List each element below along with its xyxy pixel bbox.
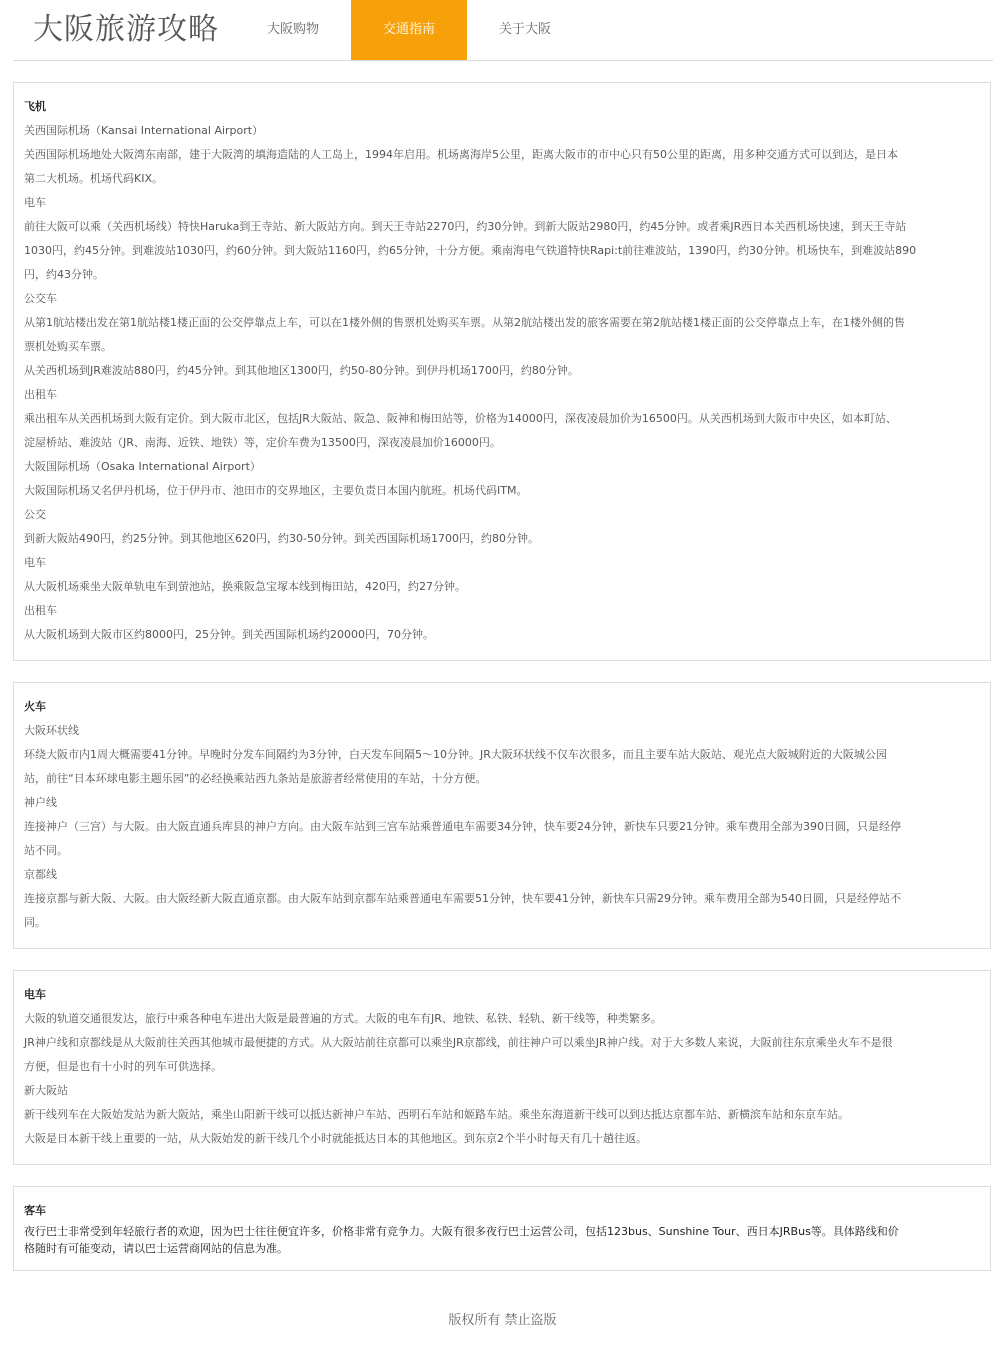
text-line: 円，约43分钟。 bbox=[24, 268, 104, 281]
section-title: 电车 bbox=[24, 988, 46, 1001]
section-body bbox=[24, 719, 980, 935]
text-line: 方便，但是也有十小时的列车可供选择。 bbox=[24, 1060, 222, 1073]
site-title[interactable]: 大阪旅游攻略 bbox=[33, 12, 219, 47]
section-title: 飞机 bbox=[24, 100, 46, 113]
section-body bbox=[24, 119, 980, 647]
text-line: 站不同。 bbox=[24, 844, 68, 857]
text-line: 神户线 bbox=[24, 796, 57, 809]
text-line: 乘出租车从关西机场到大阪有定价。到大阪市北区，包括JR大阪站、阪急、阪神和梅田站等，价格为14000円，深夜凌晨加价为16500円。从关西机场到大阪市中央区，如本町站、 bbox=[24, 412, 897, 425]
nav-item-transport[interactable]: 交通指南 bbox=[351, 0, 467, 60]
text-line: 新大阪站 bbox=[24, 1084, 68, 1097]
main-nav bbox=[235, 0, 583, 60]
section-train bbox=[13, 682, 991, 949]
text-line: 新干线列车在大阪始发站为新大阪站，乘坐山阳新干线可以抵达新神户车站、西明石车站和姬路车站。乘坐东海道新干线可以到达抵达京都车站、新横滨车站和东京车站。 bbox=[24, 1108, 849, 1121]
text-line: 淀屋桥站、难波站（JR、南海、近铁、地铁）等，定价车费为13500円，深夜凌晨加价16000円。 bbox=[24, 436, 501, 449]
section-plane bbox=[13, 82, 991, 661]
section-bus bbox=[13, 1186, 991, 1271]
text-line: 电车 bbox=[24, 556, 46, 569]
section-title: 火车 bbox=[24, 700, 46, 713]
nav-item-shopping[interactable]: 大阪购物 bbox=[266, 22, 319, 37]
text-line: JR神户线和京都线是从大阪前往关西其他城市最便捷的方式。从大阪站前往京都可以乘坐JR京都线，前往神户可以乘坐JR神户线。对于大多数人来说，大阪前往东京乘坐火车不是很 bbox=[24, 1036, 893, 1049]
text-line: 大阪环状线 bbox=[24, 724, 79, 737]
text-line: 站，前往“日本环球电影主题乐园”的必经换乘站西九条站是旅游者经常使用的车站，十分方便。 bbox=[24, 772, 487, 785]
text-line: 从关西机场到JR难波站880円，约45分钟。到其他地区1300円，约50-80分钟。到伊丹机场1700円，约80分钟。 bbox=[24, 364, 579, 377]
text-line: 公交车 bbox=[24, 292, 57, 305]
text-line: 1030円，约45分钟。到难波站1030円，约60分钟。到大阪站1160円，约65分钟，十分方便。乘南海电气铁道特快Rapi:t前往难波站，1390円，约30分钟。机场快车，到难波站890 bbox=[24, 244, 917, 257]
text-line: 出租车 bbox=[24, 604, 57, 617]
footer-copyright: 版权所有 禁止盗版 bbox=[448, 1313, 557, 1328]
text-line: 京都线 bbox=[24, 868, 57, 881]
text-line: 大阪国际机场又名伊丹机场，位于伊丹市、池田市的交界地区，主要负责日本国内航班。机场代码ITM。 bbox=[24, 484, 528, 497]
text-line: 第二大机场。机场代码KIX。 bbox=[24, 172, 163, 185]
text-line: 大阪的轨道交通很发达，旅行中乘各种电车进出大阪是最普遍的方式。大阪的电车有JR、地铁、私铁、轻轨、新干线等，种类繁多。 bbox=[24, 1012, 662, 1025]
text-line: 从大阪机场到大阪市区约8000円，25分钟。到关西国际机场约20000円，70分钟。 bbox=[24, 628, 434, 641]
text-line: 关西国际机场（Kansai International Airport） bbox=[24, 124, 264, 137]
section-body bbox=[24, 1007, 980, 1151]
text-line: 从第1航站楼出发在第1航站楼1楼正面的公交停靠点上车，可以在1楼外侧的售票机处购买车票。从第2航站楼出发的旅客需要在第2航站楼1楼正面的公交停靠点上车，在1楼外侧的售 bbox=[24, 316, 905, 329]
section-body bbox=[24, 1223, 980, 1257]
text-line: 票机处购买车票。 bbox=[24, 340, 112, 353]
text-line: 环绕大阪市内1周大概需要41分钟。早晚时分发车间隔约为3分钟，白天发车间隔5～10分钟。JR大阪环状线不仅车次很多，而且主要车站大阪站、观光点大阪城附近的大阪城公园 bbox=[24, 748, 887, 761]
text-line: 大阪是日本新干线上重要的一站，从大阪始发的新干线几个小时就能抵达日本的其他地区。到东京2个半小时每天有几十趟往返。 bbox=[24, 1132, 647, 1145]
text-line: 电车 bbox=[24, 196, 46, 209]
text-line: 夜行巴士非常受到年轻旅行者的欢迎，因为巴士往往便宜许多，价格非常有竞争力。大阪有很多夜行巴士运营公司，包括123bus、Sunshine Tour、西日本JRBus等。具体路线和价 bbox=[24, 1225, 899, 1238]
text-line: 连接神户（三宫）与大阪。由大阪直通兵库县的神户方向。由大阪车站到三宫车站乘普通电车需要34分钟，快车要24分钟，新快车只要21分钟。乘车费用全部为390日圆，只是经停 bbox=[24, 820, 901, 833]
nav-item-about[interactable]: 关于大阪 bbox=[498, 22, 551, 37]
text-line: 格随时有可能变动，请以巴士运营商网站的信息为准。 bbox=[24, 1242, 288, 1255]
text-line: 从大阪机场乘坐大阪单轨电车到萤池站，换乘阪急宝塚本线到梅田站，420円，约27分钟。 bbox=[24, 580, 466, 593]
section-tram bbox=[13, 970, 991, 1165]
text-line: 公交 bbox=[24, 508, 46, 521]
section-title: 客车 bbox=[24, 1204, 46, 1217]
text-line: 连接京都与新大阪、大阪。由大阪经新大阪直通京都。由大阪车站到京都车站乘普通电车需要51分钟，快车要41分钟，新快车只需29分钟。乘车费用全部为540日圆，只是经停站不 bbox=[24, 892, 901, 905]
text-line: 出租车 bbox=[24, 388, 57, 401]
site-header bbox=[13, 0, 993, 61]
text-line: 关西国际机场地处大阪湾东南部，建于大阪湾的填海造陆的人工岛上，1994年启用。机场离海岸5公里，距离大阪市的市中心只有50公里的距离，用多种交通方式可以到达，是日本 bbox=[24, 148, 898, 161]
text-line: 同。 bbox=[24, 916, 46, 929]
text-line: 到新大阪站490円，约25分钟。到其他地区620円，约30-50分钟。到关西国际机场1700円，约80分钟。 bbox=[24, 532, 539, 545]
text-line: 前往大阪可以乘（关西机场线）特快Haruka到王寺站、新大阪站方向。到天王寺站2270円，约30分钟。到新大阪站2980円，约45分钟。或者乘JR西日本关西机场快速，到天王寺站 bbox=[24, 220, 907, 233]
text-line: 大阪国际机场（Osaka International Airport） bbox=[24, 460, 261, 473]
